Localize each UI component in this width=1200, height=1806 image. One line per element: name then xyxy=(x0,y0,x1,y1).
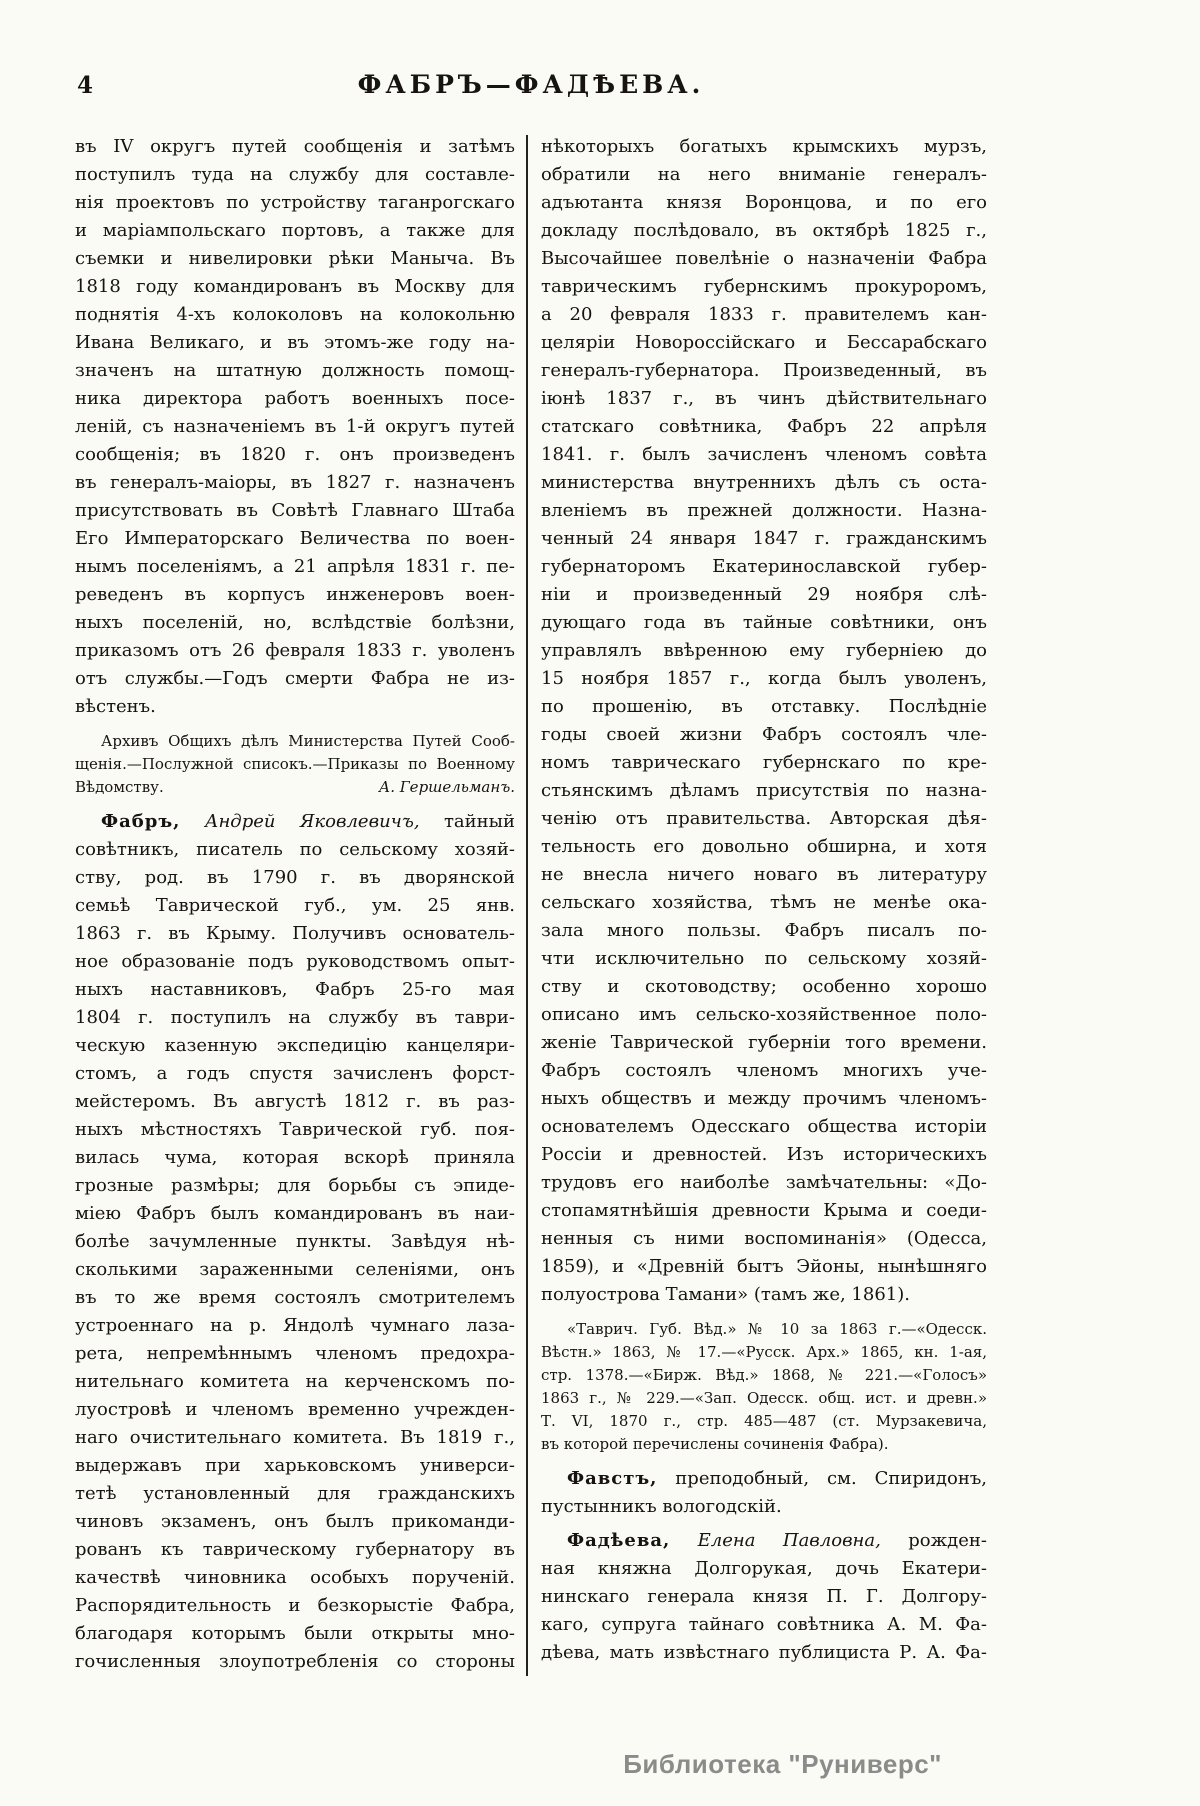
text-segment: ная княжна Долгорукая, дочь Екатери- xyxy=(541,1558,987,1579)
text-line xyxy=(541,301,987,329)
text-segment: годы своей жизни Фабръ состоялъ чле- xyxy=(541,724,987,745)
text-line xyxy=(541,357,987,385)
text-line xyxy=(541,777,987,805)
text-segment: адъютанта князя Воронцова, и по его xyxy=(541,192,987,213)
text-line xyxy=(541,861,987,889)
text-line xyxy=(75,609,515,637)
text-line xyxy=(75,730,515,753)
text-line xyxy=(541,1639,987,1667)
text-line xyxy=(541,1001,987,1029)
text-line xyxy=(541,1527,987,1555)
text-line xyxy=(541,1318,987,1341)
text-segment: 1841. г. былъ зачисленъ членомъ совѣта xyxy=(541,444,987,465)
text-segment: отъ службы.—Годъ смерти Фабра не из- xyxy=(75,668,515,689)
text-segment: таврическимъ губернскимъ прокуроромъ, xyxy=(541,276,987,297)
text-line xyxy=(75,245,515,273)
text-segment: ныхъ наставниковъ, Фабръ 25-го мая xyxy=(75,979,515,1000)
text-segment: и маріампольскаго портовъ, а также для xyxy=(75,220,515,241)
text-line xyxy=(75,1060,515,1088)
text-segment: чиновъ экзаменъ, онъ былъ прикоманди- xyxy=(75,1511,515,1532)
text-segment: ненныя съ ними воспоминанія» (Одесса, xyxy=(541,1228,987,1249)
text-line xyxy=(541,245,987,273)
text-line xyxy=(541,609,987,637)
text-line xyxy=(541,273,987,301)
text-line xyxy=(75,1312,515,1340)
text-segment: ныхъ мѣстностяхъ Таврической губ. поя- xyxy=(75,1119,515,1140)
text-line xyxy=(75,808,515,836)
text-line xyxy=(75,920,515,948)
library-watermark: Библиотека "Руниверс" xyxy=(623,1749,942,1779)
headword: Фавстъ, xyxy=(567,1468,658,1489)
headword: Фабръ, xyxy=(101,811,181,832)
text-segment: Фабръ состоялъ членомъ многихъ уче- xyxy=(541,1060,987,1081)
text-line xyxy=(541,1169,987,1197)
text-segment: генералъ-губернатора. Произведенный, въ xyxy=(541,360,987,381)
entry-fabr-engineer-continuation xyxy=(75,133,515,721)
text-segment: ству и скотоводству; особенно хорошо xyxy=(541,976,987,997)
text-segment: 1863 г. въ Крыму. Получивъ основатель- xyxy=(75,923,515,944)
text-segment: Россіи и древностей. Изъ историческихъ xyxy=(541,1144,987,1165)
text-segment: въ то же время состоялъ смотрителемъ xyxy=(75,1287,515,1308)
text-line xyxy=(75,1172,515,1200)
text-segment: стр. 1378.—«Бирж. Вѣд.» 1868, № 221.—«Голосъ» xyxy=(541,1366,987,1384)
text-segment: чти исключительно по сельскому хозяй- xyxy=(541,948,987,969)
text-segment: 15 ноября 1857 г., когда былъ уволенъ, xyxy=(541,668,987,689)
page-number: 4 xyxy=(77,72,94,99)
text-line xyxy=(541,525,987,553)
text-segment: ныхъ поселеній, но, вслѣдствіе болѣзни, xyxy=(75,612,515,633)
column-divider xyxy=(526,135,528,1676)
text-line xyxy=(75,948,515,976)
text-line xyxy=(75,1536,515,1564)
text-line xyxy=(541,721,987,749)
text-segment: 1804 г. поступилъ на службу въ таври- xyxy=(75,1007,515,1028)
text-segment: 1859), и «Древній бытъ Эйоны, нынѣшняго xyxy=(541,1256,987,1277)
text-line xyxy=(75,217,515,245)
text-line xyxy=(541,189,987,217)
text-segment: «Таврич. Губ. Вѣд.» № 10 за 1863 г.—«Одесск. xyxy=(567,1320,987,1338)
left-column xyxy=(75,133,515,1676)
text-line xyxy=(75,133,515,161)
text-segment: Распорядительность и безкорыстіе Фабра, xyxy=(75,1595,515,1616)
text-segment: статскаго совѣтника, Фабръ 22 апрѣля xyxy=(541,416,987,437)
text-segment: значенъ на штатную должность помощ- xyxy=(75,360,515,381)
text-line xyxy=(75,1200,515,1228)
text-segment: губернаторомъ Екатеринославской губер- xyxy=(541,556,987,577)
text-segment: Архивъ Общихъ дѣлъ Министерства Путей Сооб- xyxy=(101,732,515,750)
page-title: ФАБРЪ—ФАДѢЕВА. xyxy=(357,70,705,99)
text-line xyxy=(75,413,515,441)
text-segment: описано имъ сельско-хозяйственное поло- xyxy=(541,1004,987,1025)
text-line xyxy=(541,1141,987,1169)
text-segment: тайный xyxy=(419,811,515,832)
text-line xyxy=(541,385,987,413)
text-segment: въ которой перечислены сочиненія Фабра). xyxy=(541,1435,889,1453)
text-line xyxy=(541,217,987,245)
text-segment: Т. VI, 1870 г., стр. 485—487 (ст. Мурзакевича, xyxy=(541,1412,987,1430)
text-line xyxy=(541,1057,987,1085)
text-line xyxy=(75,776,515,799)
text-line xyxy=(541,1493,987,1521)
text-segment: ныхъ обществъ и между прочимъ членомъ- xyxy=(541,1088,987,1109)
text-line xyxy=(75,469,515,497)
text-segment: Вѣстн.» 1863, № 17.—«Русск. Арх.» 1865, кн. 1-ая, xyxy=(541,1343,987,1361)
text-line xyxy=(541,133,987,161)
text-line xyxy=(75,753,515,776)
text-line xyxy=(75,1368,515,1396)
text-line xyxy=(541,1465,987,1493)
text-line xyxy=(75,1648,515,1676)
italic-name: Андрей Яковлевичъ, xyxy=(204,811,420,832)
text-segment: ное образованіе подъ руководствомъ опыт- xyxy=(75,951,515,972)
entry-favst xyxy=(541,1465,987,1521)
text-segment: ченію отъ правительства. Авторская дѣя- xyxy=(541,808,987,829)
text-line xyxy=(75,1564,515,1592)
text-line xyxy=(75,441,515,469)
text-segment: нія проектовъ по устройству таганрогскаго xyxy=(75,192,515,213)
text-line xyxy=(75,525,515,553)
text-line xyxy=(75,1592,515,1620)
text-line xyxy=(541,1113,987,1141)
text-line xyxy=(541,1341,987,1364)
text-line xyxy=(75,1508,515,1536)
italic-name: Елена Павловна, xyxy=(697,1530,881,1551)
text-line xyxy=(75,1116,515,1144)
text-line xyxy=(75,189,515,217)
text-segment: номъ таврическаго губернскаго по кре- xyxy=(541,752,987,773)
text-segment: ника директора работъ военныхъ посе- xyxy=(75,388,515,409)
text-segment: Ивана Великаго, и въ этомъ-же году на- xyxy=(75,332,515,353)
text-segment: наго очистительнаго комитета. Въ 1819 г., xyxy=(75,1427,515,1448)
text-line xyxy=(541,665,987,693)
text-line xyxy=(541,1197,987,1225)
text-segment: стомъ, а годъ спустя зачисленъ форст- xyxy=(75,1063,515,1084)
text-segment: поступилъ туда на службу для составле- xyxy=(75,164,515,185)
text-line xyxy=(75,976,515,1004)
text-segment: управлялъ ввѣренною ему губерніею до xyxy=(541,640,987,661)
text-segment: докладу послѣдовало, въ октябрѣ 1825 г., xyxy=(541,220,987,241)
right-column xyxy=(541,133,987,1676)
text-segment: Его Императорскаго Величества по воен- xyxy=(75,528,515,549)
text-line xyxy=(75,581,515,609)
text-segment: Высочайшее повелѣніе о назначеніи Фабра xyxy=(541,248,987,269)
text-line xyxy=(75,1228,515,1256)
text-segment: ческую казенную экспедицію канцеляри- xyxy=(75,1035,515,1056)
text-segment: стопамятнѣйшія древности Крыма и соеди- xyxy=(541,1200,987,1221)
text-segment: болѣе зачумленные пункты. Завѣдуя нѣ- xyxy=(75,1231,515,1252)
text-segment: Вѣдомству. xyxy=(75,778,164,796)
text-line xyxy=(75,1396,515,1424)
text-line xyxy=(541,973,987,1001)
text-line xyxy=(75,1424,515,1452)
text-line xyxy=(541,693,987,721)
text-line xyxy=(541,413,987,441)
entry-fadeeva xyxy=(541,1527,987,1667)
text-line xyxy=(541,945,987,973)
text-segment: не внесла ничего новаго въ литературу xyxy=(541,864,987,885)
text-segment: нительнаго комитета на керченскомъ по- xyxy=(75,1371,515,1392)
text-segment: рованъ къ таврическому губернатору въ xyxy=(75,1539,515,1560)
text-line xyxy=(75,1088,515,1116)
text-line xyxy=(541,1583,987,1611)
text-segment: ству, род. въ 1790 г. въ дворянской xyxy=(75,867,515,888)
text-line xyxy=(541,581,987,609)
text-line xyxy=(541,637,987,665)
text-segment: реведенъ въ корпусъ инженеровъ воен- xyxy=(75,584,515,605)
text-segment: устроеннаго на р. Яндолѣ чумнаго лаза- xyxy=(75,1315,515,1336)
text-segment: нымъ поселеніямъ, а 21 апрѣля 1831 г. пе- xyxy=(75,556,515,577)
text-line xyxy=(541,469,987,497)
text-segment: семьѣ Таврической губ., ум. 25 янв. xyxy=(75,895,515,916)
text-line xyxy=(541,917,987,945)
text-segment: совѣтникъ, писатель по сельскому хозяй- xyxy=(75,839,515,860)
text-segment: ченный 24 января 1847 г. гражданскимъ xyxy=(541,528,987,549)
text-line xyxy=(541,833,987,861)
text-line xyxy=(541,1387,987,1410)
text-segment: стьянскимъ дѣламъ присутствія по назна- xyxy=(541,780,987,801)
text-line xyxy=(541,805,987,833)
text-line xyxy=(75,836,515,864)
text-segment: вѣстенъ. xyxy=(75,696,156,717)
bibliography-fabr-andrey xyxy=(541,1318,987,1456)
text-line xyxy=(541,889,987,917)
text-segment: каго, супруга тайнаго совѣтника А. М. Фа- xyxy=(541,1614,987,1635)
text-line xyxy=(75,864,515,892)
text-line xyxy=(75,637,515,665)
text-line xyxy=(541,1225,987,1253)
text-segment: благодаря которымъ были открыты мно- xyxy=(75,1623,515,1644)
text-line xyxy=(75,301,515,329)
entry-fabr-andrey-yakovlevich xyxy=(75,808,515,1676)
text-line xyxy=(541,1281,987,1309)
text-segment: обратили на него вниманіе генералъ- xyxy=(541,164,987,185)
text-segment: тельность его довольно обширна, и хотя xyxy=(541,836,987,857)
text-line xyxy=(75,1032,515,1060)
text-line xyxy=(541,1364,987,1387)
text-segment: гочисленныя злоупотребленія со стороны xyxy=(75,1651,515,1672)
text-segment: дѣева, мать извѣстнаго публициста Р. А. Фа- xyxy=(541,1642,987,1663)
text-segment: нинскаго генерала князя П. Г. Долгору- xyxy=(541,1586,987,1607)
text-segment: а 20 февраля 1833 г. правителемъ кан- xyxy=(541,304,987,325)
text-segment: нѣкоторыхъ богатыхъ крымскихъ мурзъ, xyxy=(541,136,987,157)
text-segment: приказомъ отъ 26 февраля 1833 г. уволенъ xyxy=(75,640,515,661)
text-segment: ніи и произведенный 29 ноября слѣ- xyxy=(541,584,987,605)
text-segment: рета, непремѣннымъ членомъ предохра- xyxy=(75,1343,515,1364)
text-segment: міею Фабръ былъ командированъ въ наи- xyxy=(75,1203,515,1224)
text-line xyxy=(75,1004,515,1032)
text-line xyxy=(541,161,987,189)
text-line xyxy=(541,1410,987,1433)
text-line xyxy=(541,1555,987,1583)
text-segment: основателемъ Одесскаго общества исторіи xyxy=(541,1116,987,1137)
text-segment: полуострова Тамани» (тамъ же, 1861). xyxy=(541,1284,910,1305)
text-segment: іюнѣ 1837 г., въ чинъ дѣйствительнаго xyxy=(541,388,987,409)
text-segment: вленіемъ въ прежней должности. Назна- xyxy=(541,500,987,521)
text-segment: женіе Таврической губерніи того времени. xyxy=(541,1032,987,1053)
text-line xyxy=(541,1253,987,1281)
text-segment: вилась чума, которая вскорѣ приняла xyxy=(75,1147,515,1168)
text-segment: грозные размѣры; для борьбы съ эпиде- xyxy=(75,1175,515,1196)
text-line xyxy=(75,1256,515,1284)
text-line xyxy=(541,1433,987,1456)
text-segment: качествѣ чиновника особыхъ порученій. xyxy=(75,1567,515,1588)
text-segment xyxy=(670,1530,697,1551)
text-line xyxy=(75,357,515,385)
text-segment: сообщенія; въ 1820 г. онъ произведенъ xyxy=(75,444,515,465)
text-columns xyxy=(75,133,987,1676)
text-line xyxy=(75,553,515,581)
text-segment: сельскаго хозяйства, тѣмъ не менѣе ока- xyxy=(541,892,987,913)
text-segment: щенія.—Послужной списокъ.—Приказы по Военному xyxy=(75,755,515,773)
text-line xyxy=(75,1480,515,1508)
text-segment: дующаго года въ тайные совѣтники, онъ xyxy=(541,612,987,633)
text-segment: въ генералъ-маіоры, въ 1827 г. назначенъ xyxy=(75,472,515,493)
page-header xyxy=(75,70,987,99)
text-line xyxy=(75,1340,515,1368)
text-line xyxy=(75,693,515,721)
text-line xyxy=(75,1284,515,1312)
text-segment: присутствовать въ Совѣтѣ Главнаго Штаба xyxy=(75,500,515,521)
text-segment: трудовъ его наиболѣе замѣчательны: «До- xyxy=(541,1172,987,1193)
text-line xyxy=(75,1144,515,1172)
italic-name: А. Гершельманъ. xyxy=(378,778,515,796)
text-segment xyxy=(180,811,204,832)
text-line xyxy=(541,1611,987,1639)
text-line xyxy=(541,749,987,777)
text-line xyxy=(75,161,515,189)
text-line xyxy=(541,1029,987,1057)
text-segment: выдержавъ при харьковскомъ универси- xyxy=(75,1455,515,1476)
text-segment: леній, съ назначеніемъ въ 1-й округъ путей xyxy=(75,416,515,437)
text-line xyxy=(541,553,987,581)
text-line xyxy=(75,665,515,693)
text-line xyxy=(75,329,515,357)
headword: Фадѣева, xyxy=(567,1530,671,1551)
text-segment: по прошенію, въ отставку. Послѣдніе xyxy=(541,696,987,717)
text-line xyxy=(541,441,987,469)
text-segment: 1863 г., № 229.—«Зап. Одесск. общ. ист. и древн.» xyxy=(541,1389,987,1407)
text-line xyxy=(75,892,515,920)
text-segment: въ IV округъ путей сообщенія и затѣмъ xyxy=(75,136,515,157)
source-note-fabr-engineer xyxy=(75,730,515,799)
text-line xyxy=(75,497,515,525)
text-line xyxy=(541,329,987,357)
text-segment: тетѣ установленный для гражданскихъ xyxy=(75,1483,515,1504)
text-line xyxy=(75,1620,515,1648)
text-segment: сколькими зараженными селеніями, онъ xyxy=(75,1259,515,1280)
text-segment: зала много пользы. Фабръ писалъ по- xyxy=(541,920,987,941)
text-segment: рожден- xyxy=(880,1530,987,1551)
text-segment: преподобный, см. Спиридонъ, xyxy=(657,1468,987,1489)
text-segment: луостровѣ и членомъ временно учрежден- xyxy=(75,1399,515,1420)
text-segment: министерства внутреннихъ дѣлъ съ оста- xyxy=(541,472,987,493)
text-segment: съемки и нивелировки рѣки Маныча. Въ xyxy=(75,248,515,269)
text-line xyxy=(75,1452,515,1480)
text-segment: целяріи Новороссійскаго и Бессарабскаго xyxy=(541,332,987,353)
text-segment: пустынникъ вологодскій. xyxy=(541,1496,782,1517)
text-line xyxy=(75,273,515,301)
text-line xyxy=(75,385,515,413)
text-line xyxy=(541,1085,987,1113)
text-line xyxy=(541,497,987,525)
text-segment: 1818 году командированъ въ Москву для xyxy=(75,276,515,297)
text-segment: мейстеромъ. Въ августѣ 1812 г. въ раз- xyxy=(75,1091,515,1112)
text-segment: поднятія 4-хъ колоколовъ на колокольню xyxy=(75,304,515,325)
entry-fabr-andrey-continuation xyxy=(541,133,987,1309)
